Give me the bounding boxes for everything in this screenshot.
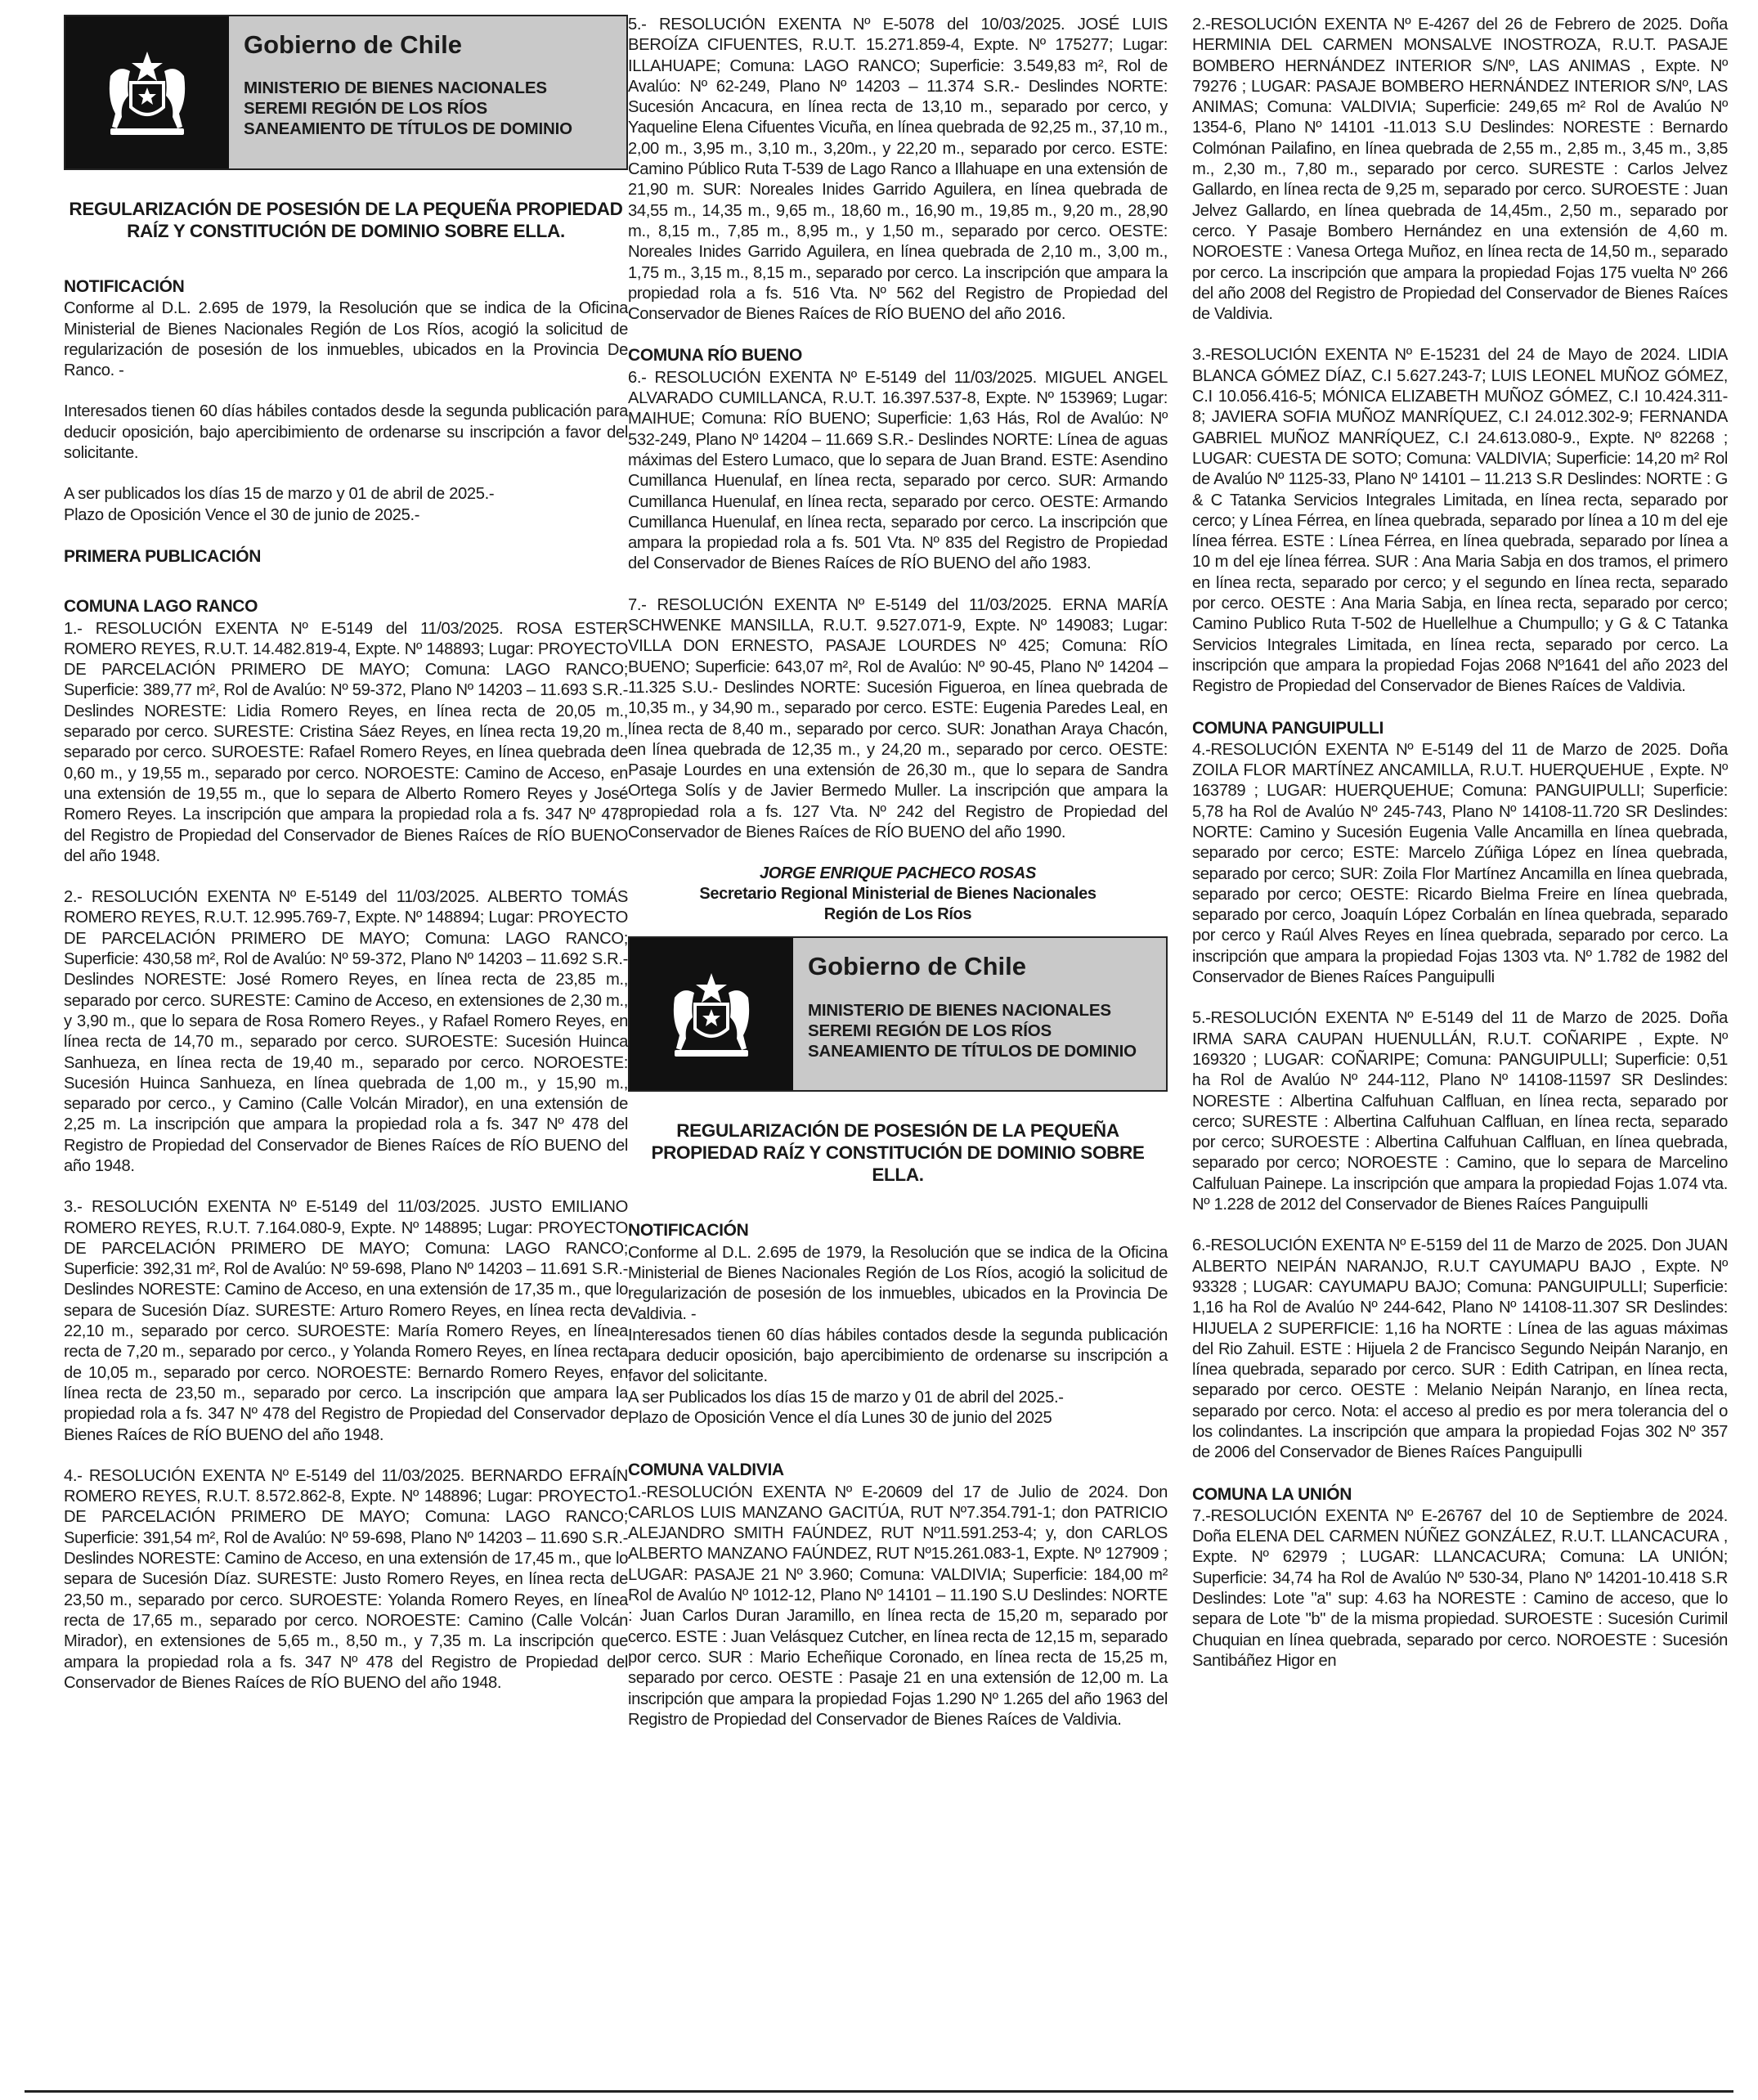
resolution-6: 6.- RESOLUCIÓN EXENTA Nº E-5149 del 11/03/2025. MIGUEL ANGEL ALVARADO CUMILLANCA, R.U.T. 16.397.537-8, Expte. Nº 153969; Lugar: MAIHUE; Comuna: RÍO BUENO; Superficie: 1,63 Hás, Rol de Avalúo: Nº 532-249, Plano Nº 14204 – 11.669 S.R.- Deslindes NORTE: Línea de aguas máximas del Estero Lumaco, que lo separa de Juan Brand. ESTE: Asendino Cumillanca Huenulaf, en línea recta, separado por cerco. SUR: Armando Cumillanca Huenulaf, en línea recta, separado por cerco. OESTE: Armando Cumillanca Huenulaf, en línea recta, separado por cerco. La inscripción que ampara la propiedad rola a fs. 501 Vta. Nº 835 del Registro de Propiedad del Conservador de Bienes Raíces de RÍO BUENO del año 1983. [628, 368, 1168, 573]
opposition-paragraph-2: Interesados tienen 60 días hábiles contados desde la segunda publicación para deducir oposición, bajo apercibimiento de ordenarse su inscripción a favor del solicitante. [628, 1326, 1168, 1386]
notice-title: REGULARIZACIÓN DE POSESIÓN DE LA PEQUEÑA PROPIEDAD RAÍZ Y CONSTITUCIÓN DE DOMINIO SOBRE ELLA. [69, 199, 623, 241]
notice-paragraph-2: Conforme al D.L. 2.695 de 1979, la Resolución que se indica de la Oficina Ministerial de Bienes Nacionales Región de Los Ríos, acogió la solicitud de regularización de posesión de los inmuebles, ubicados en la Provincia De Valdivia. - [628, 1243, 1168, 1324]
notice-heading-2: NOTIFICACIÓN [628, 1221, 749, 1241]
column-2 [628, 15, 1168, 1751]
resolution-4: 4.- RESOLUCIÓN EXENTA Nº E-5149 del 11/03/2025. BERNARDO EFRAÍN ROMERO REYES, R.U.T. 8.572.862-8, Expte. Nº 148896; Lugar: PROYECTO DE PARCELACIÓN PRIMERO DE MAYO; Comuna: LAGO RANCO; Superficie: 391,54 m², Rol de Avalúo: Nº 59-698, Plano Nº 14203 – 11.690 S.R.- Deslindes NORESTE: Camino de Acceso, en una extensión de 17,45 m., que lo separa de Sucesión Díaz. SURESTE: Justo Romero Reyes, en línea recta de 23,50 m., separado por cerco. SUROESTE: Yolanda Romero Reyes, en línea recta de 17,65 m., separado por cerco. NOROESTE: Camino (Calle Volcán Mirador), en extensiones de 5,65 m., 8,50 m., y 7,35 m. La inscripción que ampara la propiedad rola a fs. 347 Nº 478 del Registro de Propiedad del Conservador de Bienes Raíces de RÍO BUENO del año 1948. [64, 1466, 628, 1692]
commune-heading-valdivia: COMUNA VALDIVIA [628, 1461, 784, 1480]
government-header [64, 15, 628, 170]
resolution-valdivia-3: 3.-RESOLUCIÓN EXENTA Nº E-15231 del 24 de Mayo de 2024. LIDIA BLANCA GÓMEZ DÍAZ, C.I 5.627.243-7; LUIS LEONEL MUÑOZ GÓMEZ, C.I 10.056.416-5; MÓNICA ELIZABETH MUÑOZ GÓMEZ, C.I 10.424.311-8; JAVIERA SOFIA MUÑOZ MANRÍQUEZ, C.I 24.012.302-9; FERNANDA GABRIEL MUÑOZ MANRÍQUEZ, C.I 24.613.080-9., Expte. Nº 82268 ; LUGAR: CUESTA DE SOTO; Comuna: VALDIVIA; Superficie: 14,20 m² Rol de Avalúo Nº 1125-33, Plano Nº 14101 – 11.213 S.R Deslindes: NORTE : G & C Tatanka Servicios Integrales Limitada, en línea recta, separado por cerco; y Línea Férrea, en línea quebrada, separado por línea a 10 m del eje línea férrea. ESTE : Línea Férrea, en línea quebrada, separado por línea a 10 m del eje línea férrea. SUR : Ana Maria Sabja en dos tramos, el primero en línea recta, separado por cerco; y el segundo en línea recta, separado por cerco. OESTE : Ana Maria Sabja, en línea recta, separado por cerco; Camino Publico Ruta T-502 de Huellelhue a Chumpullo; y G & C Tatanka Servicios Integrales Limitada, en línea recta, separado por cerco. La inscripción que ampara la propiedad Fojas 2068 Nº1641 del año 2023 del Registro de Propiedad del Conservador de Bienes Raíces de Valdivia. [1192, 346, 1728, 696]
signatory-role: Secretario Regional Ministerial de Bienes Nacionales [699, 885, 1097, 904]
resolution-2: 2.- RESOLUCIÓN EXENTA Nº E-5149 del 11/03/2025. ALBERTO TOMÁS ROMERO REYES, R.U.T. 12.995.769-7, Expte. Nº 148894; Lugar: PROYECTO DE PARCELACIÓN PRIMERO DE MAYO; Comuna: LAGO RANCO; Superficie: 430,58 m², Rol de Avalúo: Nº 59-372, Plano Nº 14203 – 11.692 S.R.- Deslindes NORESTE: José Romero Reyes, en línea recta de 23,85 m., separado por cerco. SURESTE: Camino de Acceso, en extensiones de 2,30 m., y 3,90 m., que lo separa de Rosa Romero Reyes., y Rafael Romero Reyes, en línea recta de 14,70 m., separado por cerco. SUROESTE: Sucesión Huinca Sanhueza, en línea recta de 19,40 m., separado por cerco. NOROESTE: Sucesión Huinca Sanhueza, en línea quebrada de 1,00 m., y 15,90 m., separado por cerco., y Camino (Calle Volcán Mirador), en una extensión de 2,25 m. La inscripción que ampara la propiedad rola a fs. 347 Nº 478 del Registro de Propiedad del Conservador de Bienes Raíces de RÍO BUENO del año 1948. [64, 888, 628, 1175]
header-text-2 [793, 938, 1166, 1090]
resolution-7: 7.- RESOLUCIÓN EXENTA Nº E-5149 del 11/03/2025. ERNA MARÍA SCHWENKE MANSILLA, R.U.T. 9.527.071-9, Expte. Nº 149083; Lugar: VILLA DON ERNESTO, PASAJE LOURDES Nº 425; Comuna: RÍO BUENO; Superficie: 643,07 m², Rol de Avalúo: Nº 90-45, Plano Nº 14204 – 11.325 S.U.- Deslindes NORTE: Sucesión Figueroa, en línea quebrada de 10,35 m., y 34,90 m., separado por cerco. ESTE: Eugenia Paredes Leal, en línea recta de 8,40 m., separado por cerco. SUR: Jonathan Araya Chacón, en línea quebrada de 12,35 m., y 24,20 m., separado por cerco. OESTE: Pasaje Lourdes en una extensión de 26,30 m., que lo separa de Sandra Ortega Solís y de Javier Bermedo Muller. La inscripción que ampara la propiedad rola a fs. 127 Vta. Nº 242 del Registro de Propiedad del Conservador de Bienes Raíces de RÍO BUENO del año 1990. [628, 595, 1168, 841]
resolution-3: 3.- RESOLUCIÓN EXENTA Nº E-5149 del 11/03/2025. JUSTO EMILIANO ROMERO REYES, R.U.T. 7.164.080-9, Expte. Nº 148895; Lugar: PROYECTO DE PARCELACIÓN PRIMERO DE MAYO; Comuna: LAGO RANCO; Superficie: 392,31 m², Rol de Avalúo: Nº 59-698, Plano Nº 14203 – 11.691 S.R.- Deslindes NORESTE: Camino de Acceso, en una extensión de 17,35 m., que lo separa de Sucesión Díaz. SURESTE: Arturo Romero Reyes, en línea recta de 22,10 m., separado por cerco. SUROESTE: María Romero Reyes, en línea recta de 7,20 m., separado por cerco., y Yolanda Romero Reyes, en línea recta de 10,05 m., separado por cerco. NOROESTE: Bernardo Romero Reyes, en línea recta de 23,50 m., separado por cerco. La inscripción que ampara la propiedad rola a fs. 347 Nº 478 del Registro de Propiedad del Conservador de Bienes Raíces de RÍO BUENO del año 1948. [64, 1198, 628, 1444]
signatory-region: Región de Los Ríos [823, 905, 972, 924]
bottom-rule [25, 2090, 1733, 2093]
resolution-panguipulli-5: 5.-RESOLUCIÓN EXENTA Nº E-5149 del 11 de Marzo de 2025. Doña IRMA SARA CAUPAN HUENULLÁN, R.U.T. COÑARIPE , Expte. Nº 169320 ; LUGAR: COÑARIPE; Comuna: PANGUIPULLI; Superficie: 0,51 ha Rol de Avalúo Nº 244-112, Plano Nº 14108-11597 SR Deslindes: NORESTE : Albertina Calfuhuan Calfluan, en línea recta, separado por cerco; SURESTE : Albertina Calfuhuan Calfluan, en línea recta, separado por cerco; SUROESTE : Albertina Calfuhuan Calfluan, en línea quebrada, separado por cerco; NOROESTE : Camino, que lo separa de Marcelino Calfuluan Painepe. La inscripción que ampara la propiedad Fojas 1.074 vta. Nº 1.228 de 2012 del Conservador de Bienes Raíces Panguipulli [1192, 1009, 1728, 1214]
resolution-panguipulli-6: 6.-RESOLUCIÓN EXENTA Nº E-5159 del 11 de Marzo de 2025. Don JUAN ALBERTO NEIPÁN NARANJO, R.U.T CAYUMAPU BAJO , Expte. Nº 93328 ; LUGAR: CAYUMAPU BAJO; Comuna: PANGUIPULLI; Superficie: 1,16 ha Rol de Avalúo Nº 244-642, Plano Nº 14108-11.307 SR Deslindes: HIJUELA 2 SUPERFICIE: 1,16 ha NORTE : Línea de las aguas máximas del Rio Zahuil. ESTE : Hijuela 2 de Francisco Segundo Neipán Naranjo, en línea quebrada, separado por cerco. SUR : Edith Catripan, en línea recta, separado por cerco. OESTE : Melanio Neipán Naranjo, en línea recta, separado por cerco. Nota: el acceso al predio es por mera tolerancia del o los colindantes. La inscripción que ampara la propiedad Fojas 302 Nº 357 de 2006 del Conservador de Bienes Raíces Panguipulli [1192, 1236, 1728, 1462]
signatory-name: JORGE ENRIQUE PACHECO ROSAS [759, 864, 1036, 883]
chile-coat-of-arms-icon [94, 43, 200, 141]
notice-body-2 [628, 1243, 1168, 1429]
commune-heading-la-union: COMUNA LA UNIÓN [1192, 1484, 1352, 1504]
resolution-5: 5.- RESOLUCIÓN EXENTA Nº E-5078 del 10/03/2025. JOSÉ LUIS BEROÍZA CIFUENTES, R.U.T. 15.271.859-4, Expte. Nº 175277; Lugar: ILLAHUAPE; Comuna: LAGO RANCO; Superficie: 3.549,83 m², Rol de Avalúo: Nº 62-249, Plano Nº 14203 – 11.374 S.R.- Deslindes NORTE: Sucesión Ancacura, en línea recta de 13,10 m., separado por cerco, y Yaqueline Elena Cifuentes Vicuña, en línea quebrada de 92,25 m., 37,10 m., 2,00 m., 3,95 m., 3,10 m., 3,20m., y 22,20 m., separado por cerco. ESTE: Camino Público Ruta T-539 de Lago Ranco a Illahuape en una extensión de 21,90 m. SUR: Noreales Inides Garrido Aguilera, en línea quebrada de 34,55 m., 14,35 m., 9,65 m., 18,60 m., 16,90 m., 19,85 m., 9,20 m., 28,90 m., 8,15 m., 7,85 m., 8,95 m., y 1,50 m., separado por cerco. OESTE: Noreales Inides Garrido Aguilera, en línea quebrada de 2,10 m., 3,00 m., 1,75 m., 3,15 m., 8,15 m., separado por cerco. La inscripción que ampara la propiedad rola a fs. 516 Vta. Nº 562 del Registro de Propiedad del Conservador de Bienes Raíces de RÍO BUENO del año 2016. [628, 16, 1168, 324]
opposition-deadline: Plazo de Oposición Vence el 30 de junio de 2025.- [64, 505, 420, 524]
commune-heading-panguipulli: COMUNA PANGUIPULLI [1192, 718, 1384, 738]
government-name: Gobierno de Chile [808, 952, 1026, 981]
chile-coat-of-arms-icon [658, 965, 765, 1063]
header-text [229, 16, 626, 168]
government-header-2 [628, 936, 1168, 1092]
seremi-line: SEREMI REGIÓN DE LOS RÍOS [244, 99, 487, 119]
notice-title-2: REGULARIZACIÓN DE POSESIÓN DE LA PEQUEÑA PROPIEDAD RAÍZ Y CONSTITUCIÓN DE DOMINIO SOBRE ELLA. [651, 1120, 1145, 1186]
publication-dates: A ser publicados los días 15 de marzo y 01 de abril de 2025.- [64, 485, 495, 504]
resolution-valdivia-2: 2.-RESOLUCIÓN EXENTA Nº E-4267 del 26 de Febrero de 2025. Doña HERMINIA DEL CARMEN MONSALVE INOSTROZA, R.U.T. PASAJE BOMBERO HERNÁNDEZ INTERIOR S/Nº, LAS ANIMAS , Expte. Nº 79276 ; LUGAR: PASAJE BOMBERO HERNÁNDEZ INTERIOR S/Nº, LAS ANIMAS; Comuna: VALDIVIA; Superficie: 249,65 m² Rol de Avalúo Nº 1354-6, Plano Nº 14101 -11.013 S.U Deslindes: NORESTE : Bernardo Colmónan Pailafino, en línea quebrada de 2,55 m., 2,85 m., 3,45 m., 3,85 m., 2,30 m., 7,80 m., separado por cerco. SURESTE : Carlos Jelvez Gallardo, en línea recta de 9,25 m, separado por cerco. SUROESTE : Juan Jelvez Gallardo, en línea quebrada de 14,45m., 2,50 m., separado por cerco. Y Pasaje Bombero Hernández en una extensión de 4,60 m. NOROESTE : Vanesa Ortega Muñoz, en línea recta de 14,50 m., separado por cerco. La inscripción que ampara la propiedad Fojas 175 vuelta Nº 266 del año 2008 del Registro de Propiedad del Conservador de Bienes Raíces de Valdivia. [1192, 16, 1728, 324]
column-1 [64, 15, 628, 1714]
commune-heading-lago-ranco: COMUNA LAGO RANCO [64, 597, 258, 617]
publication-dates-2: A ser Publicados los días 15 de marzo y 01 de abril del 2025.- [628, 1388, 1064, 1407]
notice-heading: NOTIFICACIÓN [64, 277, 185, 296]
opposition-deadline-2: Plazo de Oposición Vence el día Lunes 30 de junio del 2025 [628, 1408, 1052, 1427]
resolution-panguipulli-4: 4.-RESOLUCIÓN EXENTA Nº E-5149 del 11 de Marzo de 2025. Doña ZOILA FLOR MARTÍNEZ ANCAMILLA, R.U.T. HUERQUEHUE , Expte. Nº 163789 ; LUGAR: HUERQUEHUE; Comuna: PANGUIPULLI; Superficie: 5,78 ha Rol de Avalúo Nº 245-743, Plano Nº 14108-11.720 SR Deslindes: NORTE: Camino y Sucesión Eugenia Valle Ancamilla en línea quebrada, separado por cerco; ESTE: Marcelo Zúñiga López en línea quebrada, separado por cerco; SUR: Zoila Flor Martínez Ancamilla en línea quebrada, separado por cerco; OESTE: Ricardo Bielma Freire en línea quebrada, separado por cerco, Joaquín López Corbalán en línea quebrada, separado por cerco y Raúl Alves Reyes en línea quebrada, separado por cerco. La inscripción que ampara la propiedad Fojas 1303 vta. Nº 1.782 de 1982 del Conservador de Bienes Raíces Panguipulli [1192, 740, 1728, 987]
program-line: SANEAMIENTO DE TÍTULOS DE DOMINIO [244, 119, 572, 139]
program-line: SANEAMIENTO DE TÍTULOS DE DOMINIO [808, 1041, 1137, 1061]
ministry-line: MINISTERIO DE BIENES NACIONALES [244, 79, 547, 98]
commune-heading-rio-bueno: COMUNA RÍO BUENO [628, 346, 802, 366]
signature-block [628, 864, 1168, 925]
opposition-paragraph: Interesados tienen 60 días hábiles contados desde la segunda publicación para deducir oposición, bajo apercibimiento de ordenarse su inscripción a favor del solicitante. [64, 402, 628, 463]
government-name: Gobierno de Chile [244, 30, 462, 59]
first-publication-heading: PRIMERA PUBLICACIÓN [64, 546, 262, 566]
column-3 [1192, 15, 1728, 1692]
notice-paragraph: Conforme al D.L. 2.695 de 1979, la Resolución que se indica de la Oficina Ministerial de Bienes Nacionales Región de Los Ríos, acogió la solicitud de regularización de posesión de los inmuebles, ubicados en la Provincia De Ranco. - [64, 299, 628, 380]
ministry-line: MINISTERIO DE BIENES NACIONALES [808, 1000, 1111, 1020]
resolution-la-union-7: 7.-RESOLUCIÓN EXENTA Nº E-26767 del 10 de Septiembre de 2024. Doña ELENA DEL CARMEN NÚÑEZ GONZÁLEZ, R.U.T. LLANCACURA , Expte. Nº 62979 ; LUGAR: LLANCACURA; Comuna: LA UNIÓN; Superficie: 34,74 ha Rol de Avalúo Nº 530-34, Plano Nº 14201-10.418 S.R Deslindes: Lote "a" sup: 4.63 ha NORESTE : Camino de acceso, que lo separa de Lote "b" de la misma propiedad. SUROESTE : Sucesión Curimil Chuquian en línea quebrada, separado por cerco. NOROESTE : Sucesión Santibáñez Higor en [1192, 1506, 1728, 1670]
resolution-1: 1.- RESOLUCIÓN EXENTA Nº E-5149 del 11/03/2025. ROSA ESTER ROMERO REYES, R.U.T. 14.482.819-4, Expte. Nº 148893; Lugar: PROYECTO DE PARCELACIÓN PRIMERO DE MAYO; Comuna: LAGO RANCO; Superficie: 389,77 m², Rol de Avalúo: Nº 59-372, Plano Nº 14203 – 11.693 S.R.- Deslindes NORESTE: Lidia Romero Reyes, en línea recta de 20,05 m., separado por cerco. SURESTE: Cristina Sáez Reyes, en línea recta 19,20 m., separado por cerco. SUROESTE: Rafael Romero Reyes, en línea quebrada de 0,60 m., y 19,55 m., separado por cerco. NOROESTE: Camino de Acceso, en una extensión de 19,55 m., que lo separa de Alberto Romero Reyes y José Romero Reyes. La inscripción que ampara la propiedad rola a fs. 347 Nº 478 del Registro de Propiedad del Conservador de Bienes Raíces de RÍO BUENO del año 1948. [64, 619, 628, 865]
resolution-valdivia-1: 1.-RESOLUCIÓN EXENTA Nº E-20609 del 17 de Julio de 2024. Don CARLOS LUIS MANZANO GACITÚA, RUT Nº7.354.791-1; don PATRICIO ALEJANDRO SMITH FAÚNDEZ, RUT Nº11.591.253-4; y, don CARLOS ALBERTO MANZANO FAÚNDEZ, RUT Nº15.261.083-1, Expte. Nº 127909 ; LUGAR: PASAJE 21 Nº 3.960; Comuna: VALDIVIA; Superficie: 184,00 m² Rol de Avalúo Nº 1012-12, Plano Nº 14101 – 11.190 S.U Deslindes: NORTE : Juan Carlos Duran Jaramillo, en línea recta de 15,20 m, separado por cerco. ESTE : Juan Velásquez Cutcher, en línea recta de 12,15 m, separado por cerco. SUR : Mario Echeñique Coronado, en línea recta de 15,25 m, separado por cerco. OESTE : Pasaje 21 en una extensión de 12,00 m. La inscripción que ampara la propiedad Fojas 1.290 Nº 1.265 del año 1963 del Registro de Propiedad del Conservador de Bienes Raíces de Valdivia. [628, 1483, 1168, 1729]
seal-box [65, 16, 229, 168]
seal-box-2 [630, 938, 793, 1090]
seremi-line: SEREMI REGIÓN DE LOS RÍOS [808, 1021, 1052, 1040]
